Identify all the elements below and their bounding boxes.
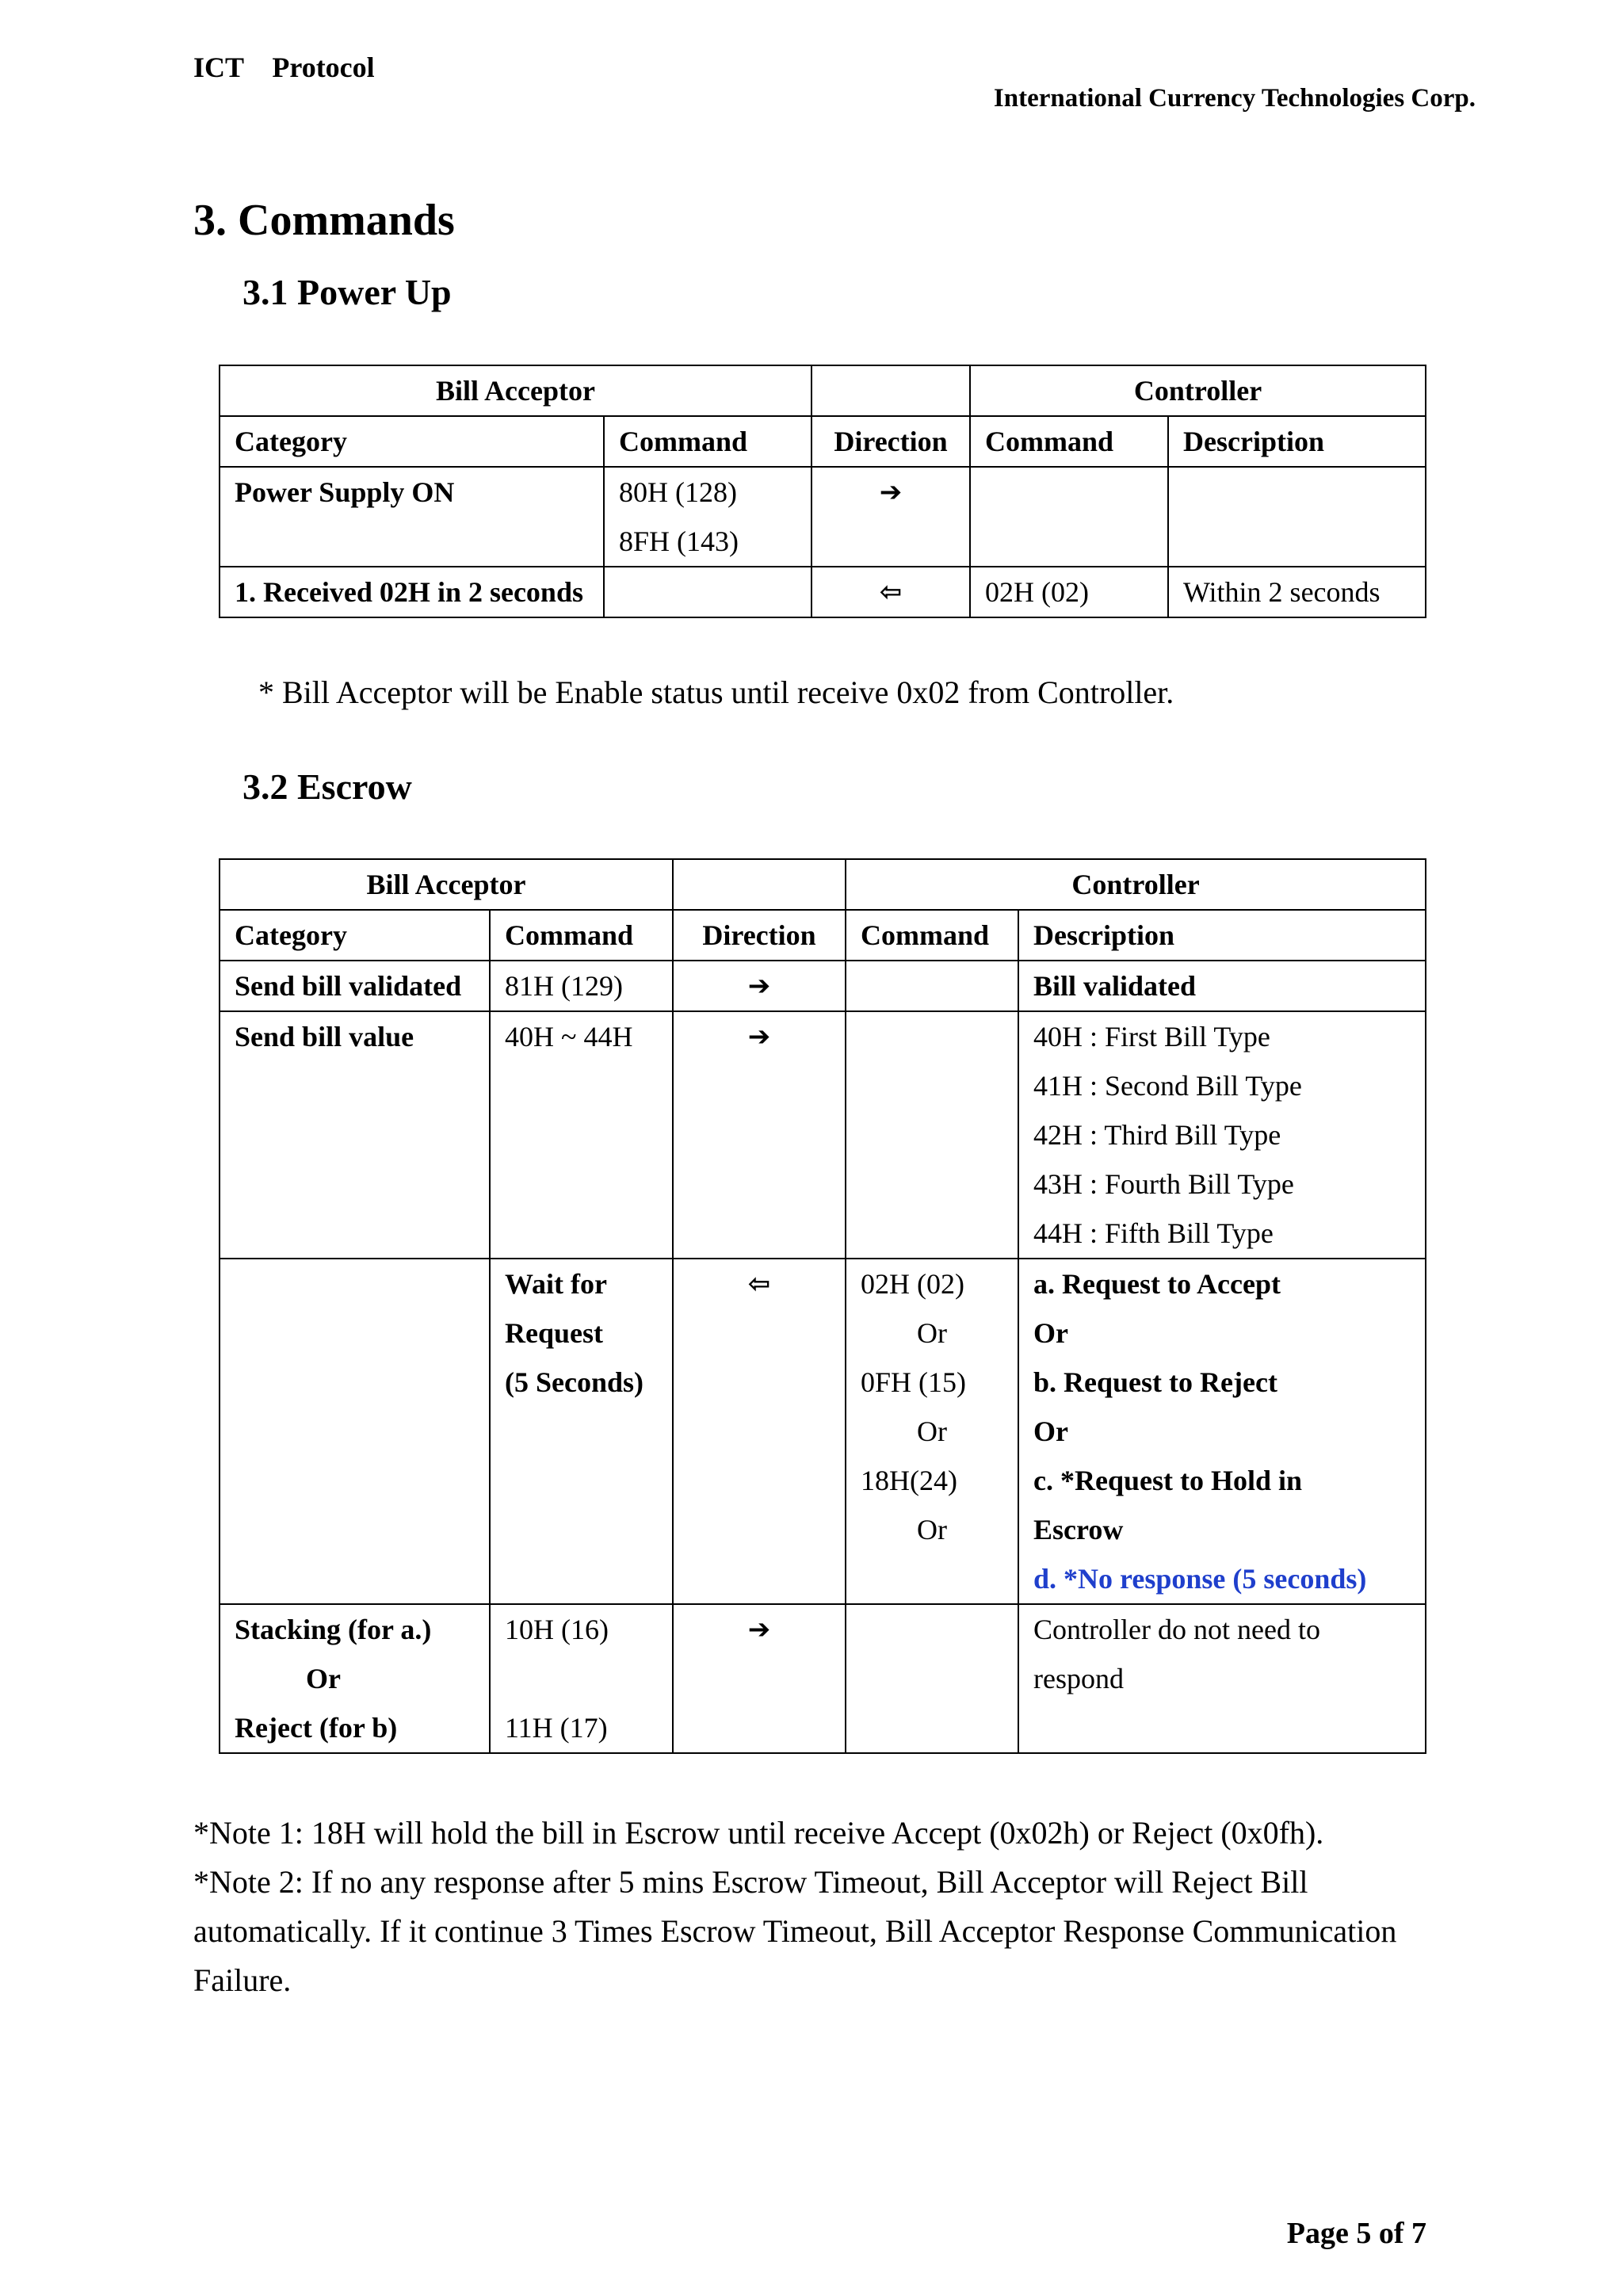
request-or-line: Or: [1033, 1317, 1068, 1349]
col-direction: Direction: [673, 910, 846, 961]
bill-type-line: 43H : Fourth Bill Type: [1033, 1168, 1294, 1200]
category-cell: Send bill validated: [220, 961, 490, 1011]
table-group-header-row: [220, 365, 1426, 416]
direction-cell: [812, 467, 970, 567]
request-line: b. Request to Reject: [1033, 1366, 1277, 1398]
controller-or-line: Or: [917, 1415, 948, 1447]
group-direction-blank: [673, 859, 846, 910]
escrow-table: [219, 858, 1426, 1754]
col-description: Description: [1018, 910, 1426, 961]
command-value: 8FH (143): [619, 525, 739, 557]
command-cell: 40H ~ 44H: [490, 1011, 673, 1259]
controller-command-cell: 02H (02): [970, 567, 1168, 617]
command-cell: [490, 1604, 673, 1753]
table-column-header-row: [220, 416, 1426, 467]
col-command: Command: [604, 416, 812, 467]
command-cell: [604, 467, 812, 567]
col-category: Category: [220, 416, 604, 467]
bill-type-line: 44H : Fifth Bill Type: [1033, 1217, 1274, 1249]
controller-or-line: Or: [917, 1317, 948, 1349]
col-direction: Direction: [812, 416, 970, 467]
controller-or-line: Or: [917, 1514, 948, 1545]
request-line: Escrow: [1033, 1514, 1124, 1545]
wait-line: Wait for: [505, 1268, 607, 1300]
description-cell: [1018, 1604, 1426, 1753]
table-row: [220, 1604, 1426, 1753]
arrow-right-icon: ➔: [747, 970, 771, 1002]
description-line: Controller do not need to: [1033, 1614, 1320, 1645]
wait-line: Request: [505, 1317, 603, 1349]
arrow-right-icon: ➔: [747, 1021, 771, 1052]
power-up-note: * Bill Acceptor will be Enable status until receive 0x02 from Controller.: [258, 674, 1174, 710]
group-controller: Controller: [970, 365, 1426, 416]
bill-type-line: 40H : First Bill Type: [1033, 1021, 1270, 1052]
col-category: Category: [220, 910, 490, 961]
section-title: 3. Commands: [193, 196, 455, 245]
group-controller: Controller: [846, 859, 1426, 910]
direction-cell: [673, 1011, 846, 1259]
direction-cell: [673, 961, 846, 1011]
arrow-right-icon: ➔: [879, 476, 903, 508]
command-value: 80H (128): [619, 476, 737, 508]
header-company-name: International Currency Technologies Corp.: [993, 84, 1476, 113]
controller-command-cell: [846, 1259, 1018, 1604]
command-cell: [490, 1259, 673, 1604]
controller-code-line: 18H(24): [861, 1465, 957, 1496]
request-or-line: Or: [1033, 1415, 1068, 1447]
controller-code-line: 02H (02): [861, 1268, 964, 1300]
command-value: 10H (16): [505, 1614, 609, 1645]
header-protocol-title: ICT Protocol: [193, 52, 375, 83]
request-line: a. Request to Accept: [1033, 1268, 1281, 1300]
description-cell: Bill validated: [1018, 961, 1426, 1011]
power-up-table: [219, 365, 1426, 618]
category-cell: [220, 1604, 490, 1753]
command-value: 11H (17): [505, 1712, 608, 1744]
category-cell: Send bill value: [220, 1011, 490, 1259]
power-up-title: 3.1 Power Up: [242, 272, 452, 312]
wait-line: (5 Seconds): [505, 1366, 644, 1398]
direction-cell: [812, 567, 970, 617]
controller-code-line: 0FH (15): [861, 1366, 967, 1398]
no-response-line: d. *No response (5 seconds): [1033, 1563, 1367, 1595]
arrow-right-icon: ➔: [747, 1614, 771, 1645]
controller-command-cell: [846, 1011, 1018, 1259]
note-1: *Note 1: 18H will hold the bill in Escrow until receive Accept (0x02h) or Reject (0x0fh).: [193, 1815, 1324, 1851]
table-row: [220, 1011, 1426, 1259]
bill-type-line: 41H : Second Bill Type: [1033, 1070, 1302, 1102]
controller-command-cell: [970, 467, 1168, 567]
description-cell: [1018, 1011, 1426, 1259]
group-bill-acceptor: Bill Acceptor: [220, 365, 812, 416]
stacking-or-line: Or: [306, 1663, 341, 1694]
col-command: Command: [490, 910, 673, 961]
direction-cell: [673, 1604, 846, 1753]
description-cell: [1018, 1259, 1426, 1604]
note-2: *Note 2: If no any response after 5 mins Escrow Timeout, Bill Acceptor will Reject Bill automatically. If it continue 3 Times Escrow Timeout, Bill Acceptor Response Communication Failure.: [193, 1864, 1397, 1998]
table-row: [220, 467, 1426, 567]
bill-type-line: 42H : Third Bill Type: [1033, 1119, 1281, 1151]
table-column-header-row: [220, 910, 1426, 961]
group-bill-acceptor: Bill Acceptor: [220, 859, 673, 910]
arrow-left-icon: ⇦: [747, 1268, 771, 1300]
col-controller-command: Command: [970, 416, 1168, 467]
notes-section: [193, 1809, 1445, 2005]
request-line: c. *Request to Hold in: [1033, 1465, 1303, 1496]
description-cell: [1168, 467, 1426, 567]
description-cell: Within 2 seconds: [1168, 567, 1426, 617]
table-row: [220, 567, 1426, 617]
table-row: [220, 1259, 1426, 1604]
category-cell: Power Supply ON: [220, 467, 604, 567]
col-controller-command: Command: [846, 910, 1018, 961]
description-line: respond: [1033, 1663, 1124, 1694]
escrow-title: 3.2 Escrow: [242, 766, 412, 807]
category-cell: [220, 1259, 490, 1604]
command-spacer: [505, 1654, 658, 1703]
category-cell: 1. Received 02H in 2 seconds: [220, 567, 604, 617]
reject-line: Reject (for b): [235, 1712, 398, 1744]
controller-command-cell: [846, 1604, 1018, 1753]
direction-cell: [673, 1259, 846, 1604]
stacking-line: Stacking (for a.): [235, 1614, 432, 1645]
table-group-header-row: [220, 859, 1426, 910]
table-row: [220, 961, 1426, 1011]
group-direction-blank: [812, 365, 970, 416]
page-number: Page 5 of 7: [1286, 2217, 1426, 2250]
controller-command-cell: [846, 961, 1018, 1011]
command-cell: 81H (129): [490, 961, 673, 1011]
arrow-left-icon: ⇦: [879, 576, 903, 608]
command-cell: [604, 567, 812, 617]
col-description: Description: [1168, 416, 1426, 467]
